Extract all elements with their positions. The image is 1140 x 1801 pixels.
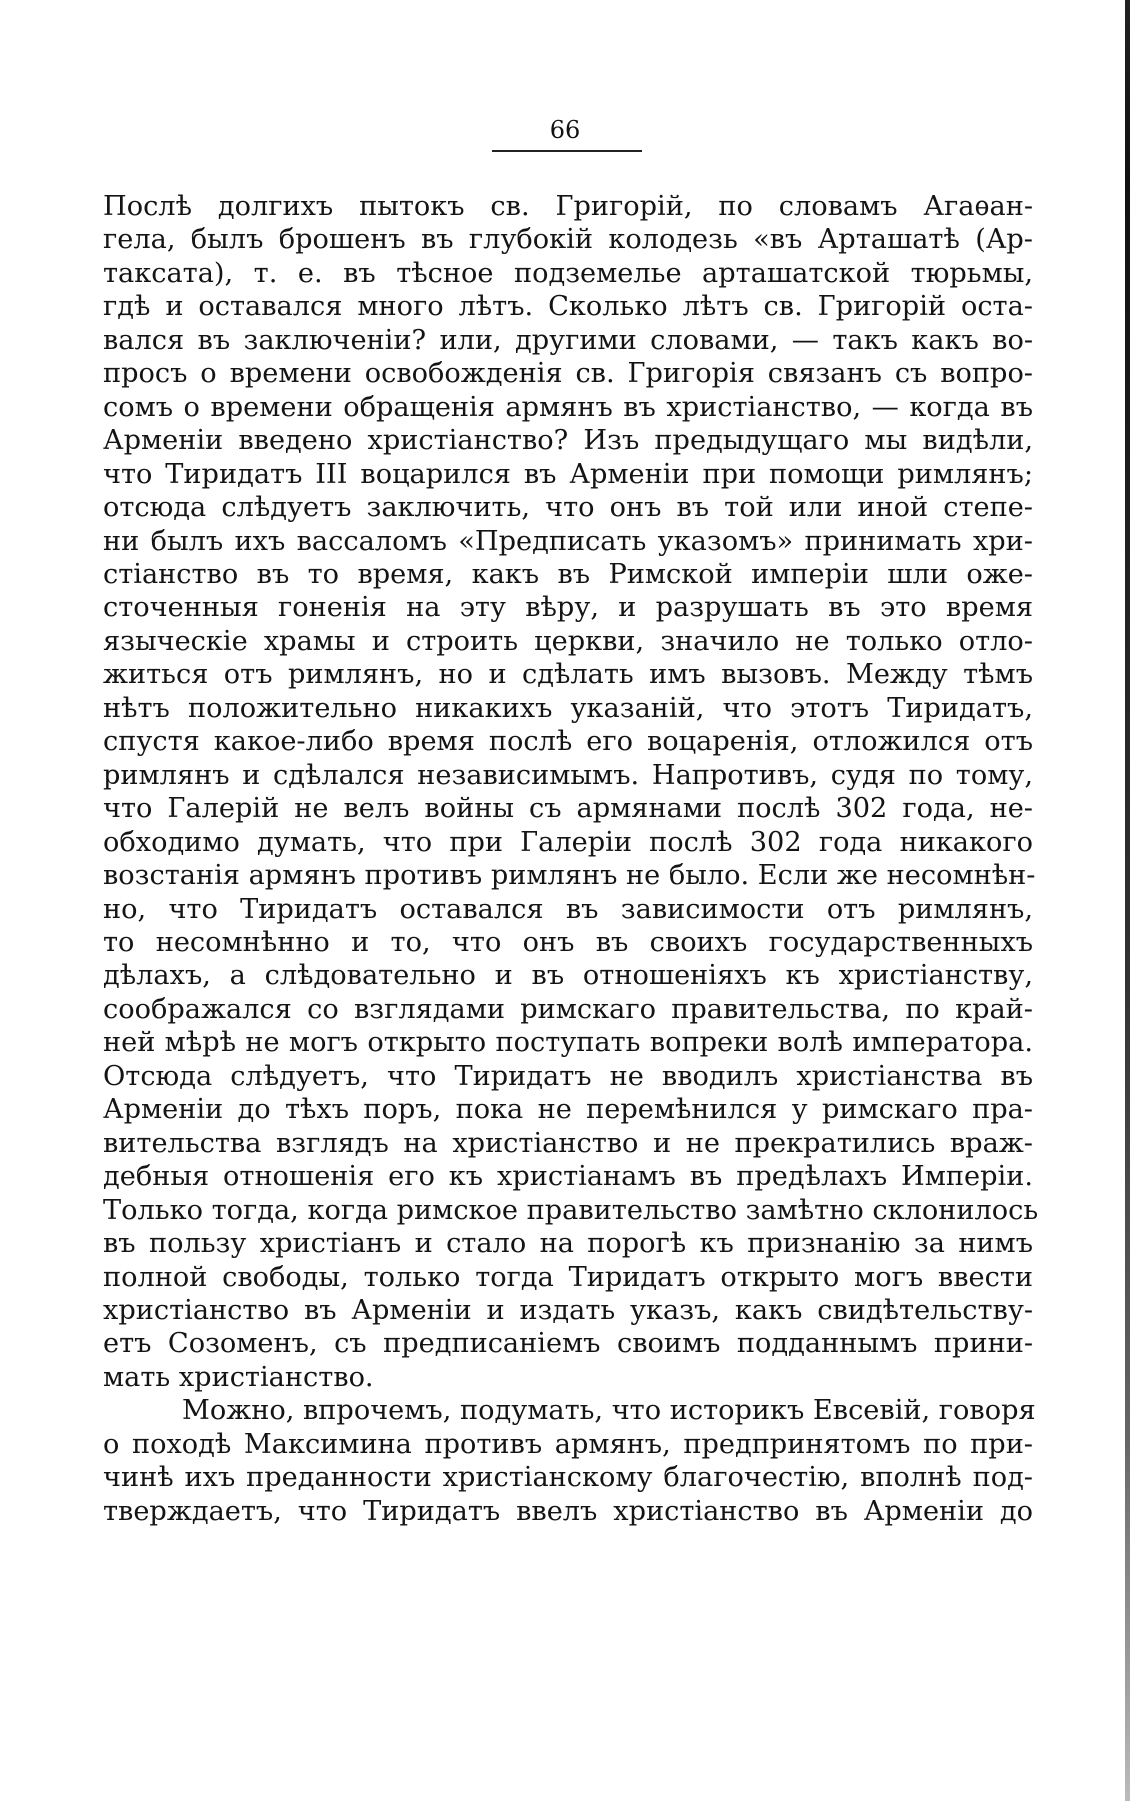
text-line: гела, былъ брошенъ въ глубокій колодезь «въ Арташатѣ (Ар- — [103, 224, 1033, 256]
text-line: сточенныя гоненія на эту вѣру, и разрушать въ это время — [103, 592, 1033, 624]
text-line: что Тиридатъ III воцарился въ Арменіи при помощи римлянъ; — [103, 458, 1033, 490]
text-line: просъ о времени освобожденія св. Григорія связанъ съ вопро- — [103, 358, 1033, 390]
text-line: вался въ заключеніи? или, другими словами, — такъ какъ во- — [103, 324, 1033, 356]
text-line: Отсюда слѣдуетъ, что Тиридатъ не вводилъ христіанства въ — [103, 1060, 1033, 1092]
text-line: то несомнѣнно и то, что онъ въ своихъ государственныхъ — [103, 926, 1033, 958]
text-line: дѣлахъ, а слѣдовательно и въ отношеніяхъ къ христіанству, — [103, 960, 1033, 992]
text-line: но, что Тиридатъ оставался въ зависимости отъ римлянъ, — [103, 893, 1033, 925]
text-line: что Галерій не велъ войны съ армянами послѣ 302 года, не- — [103, 793, 1033, 825]
body-text — [103, 190, 1039, 1528]
text-line: римлянъ и сдѣлался независимымъ. Напротивъ, судя по тому, — [103, 759, 1033, 791]
text-line: таксата), т. е. въ тѣсное подземелье арташатской тюрьмы, — [103, 257, 1033, 289]
header-rule — [492, 150, 642, 152]
text-line: въ пользу христіанъ и стало на порогѣ къ признанію за нимъ — [103, 1228, 1033, 1260]
paragraph-start-line: Можно, впрочемъ, подумать, что историкъ Евсевій, говоря — [182, 1395, 1036, 1427]
text-line: языческіе храмы и строить церкви, значило не только отло- — [103, 625, 1033, 657]
text-line: спустя какое-либо время послѣ его воцаренія, отложился отъ — [103, 726, 1033, 758]
text-line: чинѣ ихъ преданности христіанскому благочестію, вполнѣ под- — [103, 1462, 1033, 1494]
text-line: ней мѣрѣ не могъ открыто поступать вопреки волѣ императора. — [103, 1027, 1033, 1059]
text-line: гдѣ и оставался много лѣтъ. Сколько лѣтъ св. Григорій оста- — [103, 291, 1033, 323]
text-line: Только тогда, когда римское правительство замѣтно склонилось — [103, 1194, 1039, 1226]
text-line: етъ Созоменъ, съ предписаніемъ своимъ подданнымъ прини- — [103, 1328, 1033, 1360]
text-line: о походѣ Максимина противъ армянъ, предпринятомъ по при- — [103, 1428, 1033, 1460]
text-line: полной свободы, только тогда Тиридатъ открыто могъ ввести — [103, 1261, 1033, 1293]
text-line: обходимо думать, что при Галеріи послѣ 302 года никакого — [103, 826, 1033, 858]
text-line: Арменіи до тѣхъ поръ, пока не перемѣнился у римскаго пра- — [103, 1094, 1033, 1126]
text-line: дебныя отношенія его къ христіанамъ въ предѣлахъ Имперіи. — [103, 1161, 1033, 1193]
page-number: 66 — [549, 116, 581, 144]
paragraph-end-line: мать христіанство. — [103, 1361, 374, 1393]
text-line: христіанство въ Арменіи и издать указъ, какъ свидѣтельству- — [103, 1294, 1033, 1326]
text-line: ни былъ ихъ вассаломъ «Предписать указомъ» принимать хри- — [103, 525, 1033, 557]
text-line: тверждаетъ, что Тиридатъ ввелъ христіанство въ Арменіи до — [103, 1495, 1033, 1527]
text-line: житься отъ римлянъ, но и сдѣлать имъ вызовъ. Между тѣмъ — [103, 659, 1033, 691]
text-line: Арменіи введено христіанство? Изъ предыдущаго мы видѣли, — [103, 425, 1033, 457]
text-line: отсюда слѣдуетъ заключить, что онъ въ той или иной степе- — [103, 492, 1033, 524]
text-line: возстанія армянъ противъ римлянъ не было. Если же несомнѣн- — [103, 860, 1036, 892]
text-line: сомъ о времени обращенія армянъ въ христіанство, — когда въ — [103, 391, 1033, 423]
text-line: стіанство въ то время, какъ въ Римской имперіи шли ожe- — [103, 558, 1033, 590]
text-line: Послѣ долгихъ пытокъ св. Григорій, по словамъ Агаѳан- — [103, 191, 1033, 222]
text-line: соображался со взглядами римскаго правительства, по край- — [103, 993, 1033, 1025]
text-line: нѣтъ положительно никакихъ указаній, что этотъ Тиридатъ, — [103, 692, 1033, 724]
page-edge-shadow — [1125, 0, 1130, 1801]
text-line: вительства взглядъ на христіанство и не прекратились враж- — [103, 1127, 1033, 1159]
